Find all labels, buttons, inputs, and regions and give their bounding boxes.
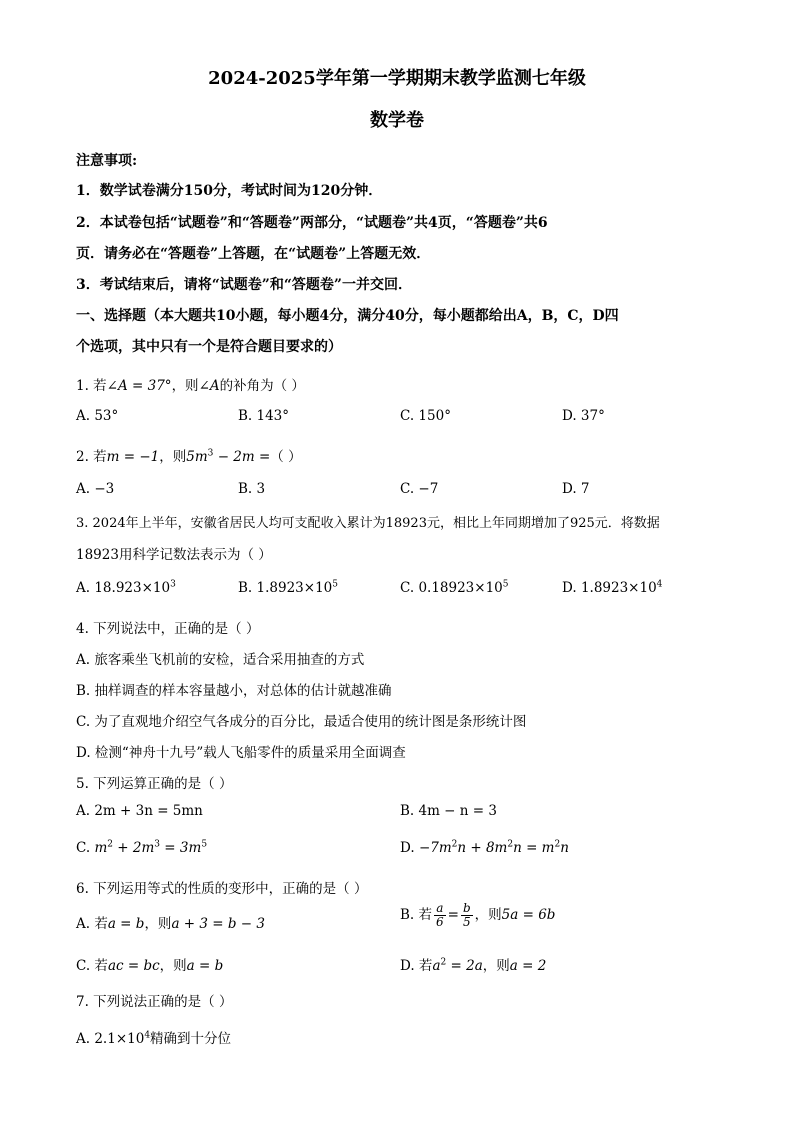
q2-stem: 2. 若m = −1，则$5m^3 - 2m$ =（ ）: [76, 448, 302, 465]
notice-item-2: 2．本试卷包括“试题卷”和“答题卷”两部分，“试题卷”共4页，“答题卷”共6: [76, 215, 548, 231]
q7-option-a: A. $2.1\times 10^4$精确到十分位: [76, 1030, 232, 1047]
q4-option-d: D. 检测“神舟十九号”载人飞船零件的质量采用全面调查: [76, 745, 406, 761]
q2-option-d: D. 7: [562, 481, 590, 497]
q7-stem: 7. 下列说法正确的是（ ）: [76, 994, 233, 1010]
q1-option-b: B. 143°: [238, 408, 290, 424]
q6-option-b: B. 若 $\frac{a}{6}$ = $\frac{b}{5}$ ，则5a = 6b: [400, 901, 556, 929]
exam-subtitle: 数学卷: [370, 110, 424, 131]
q4-option-a: A. 旅客乘坐飞机前的安检，适合采用抽查的方式: [76, 652, 365, 668]
notice-item-1: 1．数学试卷满分150分，考试时间为120分钟．: [76, 183, 383, 199]
notice-item-3: 3．考试结束后，请将“试题卷”和“答题卷”一并交回．: [76, 277, 412, 293]
q1-option-d: D. 37°: [562, 408, 605, 424]
q2-option-a: A. −3: [76, 481, 115, 497]
q3-option-d: D. $1.8923\times 10^4$: [562, 579, 663, 596]
section1-heading: 一、选择题（本大题共10小题，每小题4分，满分40分，每小题都给出A，B，C，D四: [76, 308, 619, 324]
q3-option-b: B. $1.8923\times 10^5$: [238, 579, 338, 596]
q2-option-b: B. 3: [238, 481, 266, 497]
q5-stem: 5. 下列运算正确的是（ ）: [76, 776, 233, 792]
q5-option-a: A. 2m + 3n = 5mn: [76, 803, 203, 819]
q5-option-b: B. 4m − n = 3: [400, 803, 497, 819]
q1-stem: 1. 若∠A = 37°，则∠A的补角为（ ）: [76, 378, 305, 394]
q6-stem: 6. 下列运用等式的性质的变形中，正确的是（ ）: [76, 881, 368, 897]
q2-option-c: C. −7: [400, 481, 439, 497]
q4-option-b: B. 抽样调查的样本容量越小，对总体的估计就越准确: [76, 683, 392, 699]
notice-item-2-cont: 页．请务必在“答题卷”上答题，在“试题卷”上答题无效．: [76, 246, 431, 262]
fraction-b-over-5: $\frac{b}{5}$: [462, 901, 471, 929]
q6-option-a: A. 若a = b，则a + 3 = b − 3: [76, 916, 265, 932]
section1-heading-cont: 个选项，其中只有一个是符合题目要求的）: [76, 339, 342, 355]
q5-option-d: D. $-7m^2n + 8m^2n = m^2n$: [400, 839, 569, 856]
fraction-a-over-6: $\frac{a}{6}$: [436, 901, 444, 929]
q3-option-c: C. $0.18923\times 10^5$: [400, 579, 509, 596]
notice-heading: 注意事项:: [76, 153, 138, 169]
q3-option-a: A. $18.923\times 10^3$: [76, 579, 176, 596]
q3-stem-cont: 18923用科学记数法表示为（ ）: [76, 547, 272, 563]
exam-title: 2024-2025学年第一学期期末教学监测七年级: [208, 68, 586, 89]
q3-stem: 3. 2024年上半年，安徽省居民人均可支配收入累计为18923元，相比上年同期增加了925元．将数据: [76, 516, 660, 531]
q4-stem: 4. 下列说法中，正确的是（ ）: [76, 621, 260, 637]
q6-option-c: C. 若ac = bc，则a = b: [76, 958, 224, 974]
q4-option-c: C. 为了直观地介绍空气各成分的百分比，最适合使用的统计图是条形统计图: [76, 714, 527, 730]
q6-option-d: D. 若$a^2 = 2a$，则a = 2: [400, 957, 547, 974]
q1-option-c: C. 150°: [400, 408, 451, 424]
q1-option-a: A. 53°: [76, 408, 119, 424]
q5-option-c: C. $m^2 + 2m^3 = 3m^5$: [76, 839, 208, 856]
